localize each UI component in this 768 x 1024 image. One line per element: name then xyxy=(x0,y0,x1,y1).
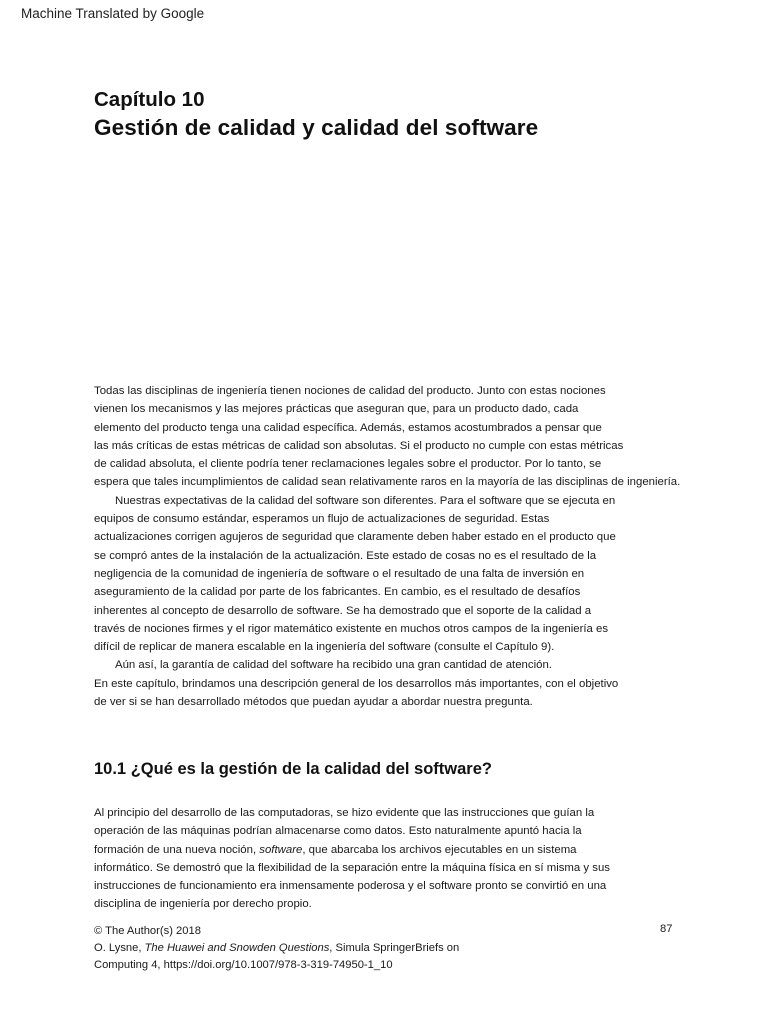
paragraph-line: través de nociones firmes y el rigor matemático existente en muchos otros campos de la ingeniería es xyxy=(94,622,609,635)
paragraph-line: instrucciones de funcionamiento era inmensamente poderosa y el software pronto se convirtió en una xyxy=(94,880,607,893)
paragraph-line: espera que tales incumplimientos de calidad sean relativamente raros en la mayoría de las disciplinas de ingeniería. xyxy=(94,476,681,489)
paragraph-line: aseguramiento de la calidad por parte de los fabricantes. En cambio, es el resultado de desafíos xyxy=(94,586,581,599)
paragraph-line: inherentes al concepto de desarrollo de software. Se ha demostrado que el soporte de la calidad a xyxy=(94,604,592,617)
doi-line: Computing 4, https://doi.org/10.1007/978-3-319-74950-1_10 xyxy=(94,959,393,971)
paragraph-line: En este capítulo, brindamos una descripción general de los desarrollos más importantes, con el objetivo xyxy=(94,677,619,690)
paragraph-line: Al principio del desarrollo de las computadoras, se hizo evidente que las instrucciones que guían la xyxy=(94,807,595,819)
machine-translation-banner: Machine Translated by Google xyxy=(21,6,205,21)
paragraph-line: de calidad absoluta, el cliente podría tener reclamaciones legales sobre el productor. Por lo tanto, se xyxy=(94,458,602,471)
paragraph-line: Todas las disciplinas de ingeniería tienen nociones de calidad del producto. Junto con estas nociones xyxy=(94,385,606,397)
paragraph-line: elemento del producto tenga una calidad específica. Además, estamos acostumbrados a pensar que xyxy=(94,421,602,434)
italic-term: software xyxy=(259,843,303,856)
line-text: formación de una nueva noción, xyxy=(94,843,260,856)
paragraph-line: negligencia de la comunidad de ingeniería de software o el resultado de una falta de inversión en xyxy=(94,567,585,580)
paragraph-line: de ver si se han desarrollado métodos que puedan ayudar a abordar nuestra pregunta. xyxy=(94,696,533,709)
line-text: , que abarcaba los archivos ejecutables en un sistema xyxy=(302,843,577,856)
paragraph-line: difícil de replicar de manera escalable en la ingeniería del software (consulte el Capítulo 9). xyxy=(94,641,555,654)
paragraph-line: disciplina de ingeniería por derecho propio. xyxy=(94,898,312,911)
paragraph-line: operación de las máquinas podrían almacenarse como datos. Esto naturalmente apuntó hacia la xyxy=(94,825,582,838)
paragraph-line: Nuestras expectativas de la calidad del software son diferentes. Para el software que se ejecuta en xyxy=(115,494,616,507)
footnote xyxy=(94,923,459,974)
paragraph-line: Aún así, la garantía de calidad del software ha recibido una gran cantidad de atención. xyxy=(115,659,552,672)
paragraph-line: actualizaciones corrigen agujeros de seguridad que claramente deben haber estado en el producto que xyxy=(94,531,616,544)
paragraph-line: las más críticas de estas métricas de calidad son absolutas. Si el producto no cumple con estas métricas xyxy=(94,439,624,452)
paragraph-line: equipos de consumo estándar, esperamos un flujo de actualizaciones de seguridad. Estas xyxy=(94,513,550,526)
copyright-line: © The Author(s) 2018 xyxy=(94,925,201,937)
intro-paragraphs xyxy=(94,382,754,711)
page-number: 87 xyxy=(660,923,673,935)
paragraph-line xyxy=(94,841,694,859)
chapter-label: Capítulo 10 xyxy=(94,88,205,111)
section-paragraph xyxy=(94,804,694,914)
citation-author: O. Lysne, xyxy=(94,942,145,954)
paragraph-line: vienen los mecanismos y las mejores prácticas que aseguran que, para un producto dado, cada xyxy=(94,403,579,416)
citation-title: The Huawei and Snowden Questions xyxy=(144,942,330,954)
paragraph-line: informático. Se demostró que la flexibilidad de la separación entre la máquina física en sí misma y sus xyxy=(94,861,610,874)
section-heading: 10.1 ¿Qué es la gestión de la calidad del software? xyxy=(94,760,492,778)
paragraph-line: se compró antes de la instalación de la actualización. Este estado de cosas no es el resultado de la xyxy=(94,549,597,562)
citation-series: , Simula SpringerBriefs on xyxy=(329,942,460,954)
citation-line xyxy=(94,940,459,957)
chapter-title: Gestión de calidad y calidad del software xyxy=(94,115,539,140)
